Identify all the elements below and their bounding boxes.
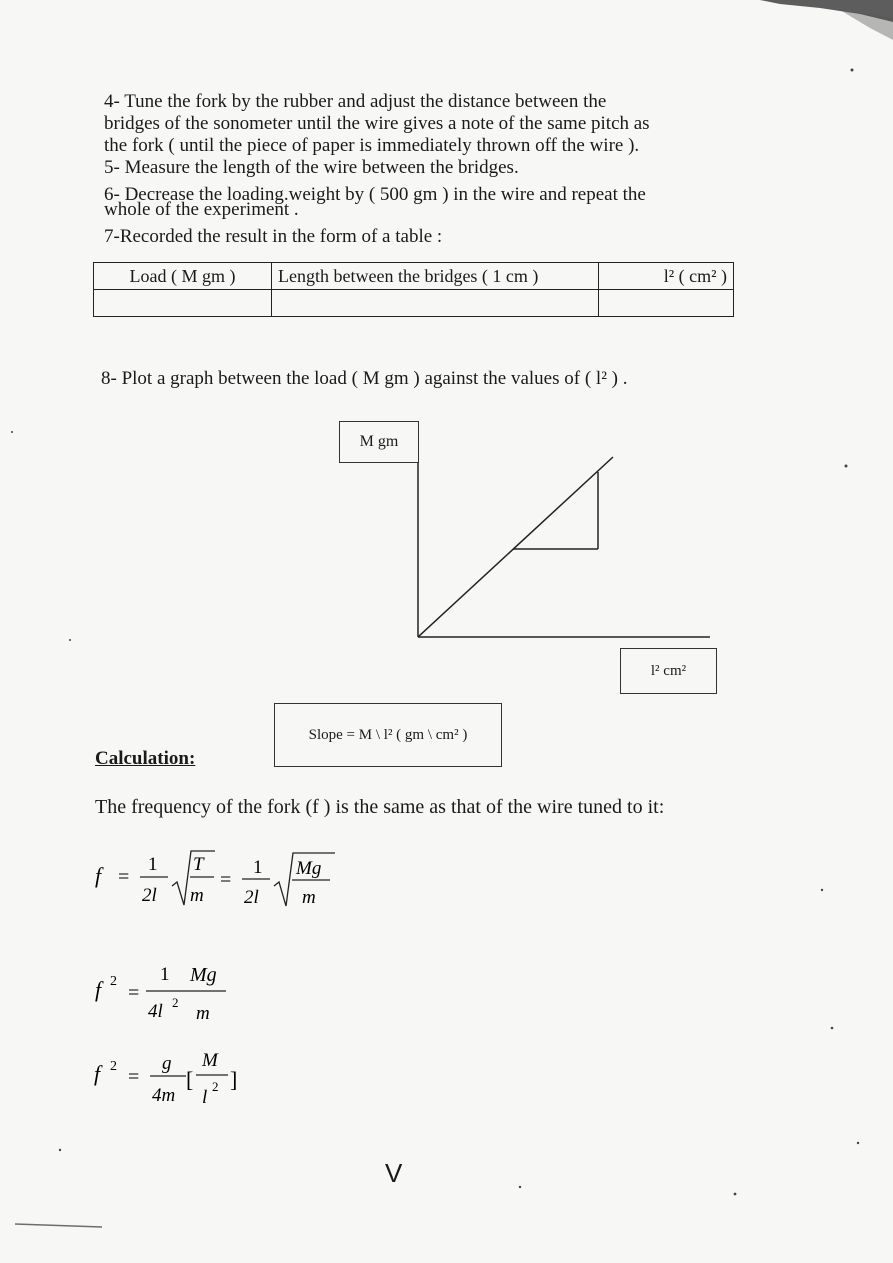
step-4-line-1: 4- Tune the fork by the rubber and adjust the distance between the: [104, 91, 607, 112]
eq2-lhs-exponent: 2: [110, 974, 117, 989]
step-7: 7-Recorded the result in the form of a table :: [104, 226, 443, 247]
eq1-lhs: f: [95, 863, 102, 888]
eq2-numerator: 1: [160, 964, 170, 985]
header-l-squared: l² ( cm² ): [599, 263, 734, 290]
frequency-statement: The frequency of the fork (f ) is the same as that of the wire tuned to it:: [95, 796, 665, 818]
check-mark: V: [385, 1158, 403, 1188]
eq3-lhs: f: [94, 1061, 101, 1086]
eq2-mass: m: [196, 1003, 210, 1024]
eq3-lhs-exponent: 2: [110, 1059, 117, 1074]
eq3-denominator: 4m: [152, 1085, 176, 1106]
eq3-length-exponent: 2: [212, 1079, 219, 1094]
eq1-mg: Mg: [296, 858, 322, 879]
eq1-mass: m: [190, 885, 204, 906]
step-4-line-3: the fork ( until the piece of paper is immediately thrown off the wire ).: [104, 135, 640, 156]
eq3-equals: =: [128, 1066, 140, 1088]
plot-instruction: 8- Plot a graph between the load ( M gm ) against the values of ( l² ) .: [101, 368, 628, 389]
eq2-denominator: 4l: [148, 1001, 163, 1022]
eq1-denominator-2: 2l: [244, 887, 259, 908]
step-6-line-1: 6- Decrease the loading.weight by ( 500 gm ) in the wire and repeat the: [104, 184, 646, 205]
y-axis-label: M gm: [359, 433, 399, 450]
eq1-numerator: 1: [148, 854, 158, 875]
step-5: 5- Measure the length of the wire between the bridges.: [104, 157, 519, 178]
slope-label: Slope = M \ l² ( gm \ cm² ): [308, 726, 468, 743]
eq2-equals: =: [128, 982, 140, 1004]
eq1-equals-2: =: [220, 869, 232, 891]
eq1-numerator-2: 1: [253, 857, 263, 878]
step-4-line-2: bridges of the sonometer until the wire gives a note of the same pitch as: [104, 113, 650, 134]
eq2-mg: Mg: [190, 964, 217, 986]
eq1-mass-2: m: [302, 887, 316, 908]
step-6-line-2: whole of the experiment .: [104, 199, 299, 220]
eq3-length: l: [202, 1087, 208, 1108]
header-load: Load ( M gm ): [94, 263, 272, 290]
eq1-denominator: 2l: [142, 885, 157, 906]
eq3-open-bracket: [: [186, 1067, 194, 1092]
eq2-lhs: f: [95, 977, 102, 1002]
eq3-gravity: g: [162, 1053, 172, 1074]
eq2-denominator-exponent: 2: [172, 995, 179, 1010]
header-length: Length between the bridges ( 1 cm ): [272, 263, 599, 290]
calculation-heading: Calculation:: [95, 748, 196, 769]
eq3-close-bracket: ]: [230, 1067, 238, 1092]
eq1-tension: T: [193, 854, 204, 875]
eq3-mass: M: [202, 1050, 218, 1071]
eq1-equals: =: [118, 866, 130, 888]
x-axis-label: l² cm²: [650, 662, 687, 679]
